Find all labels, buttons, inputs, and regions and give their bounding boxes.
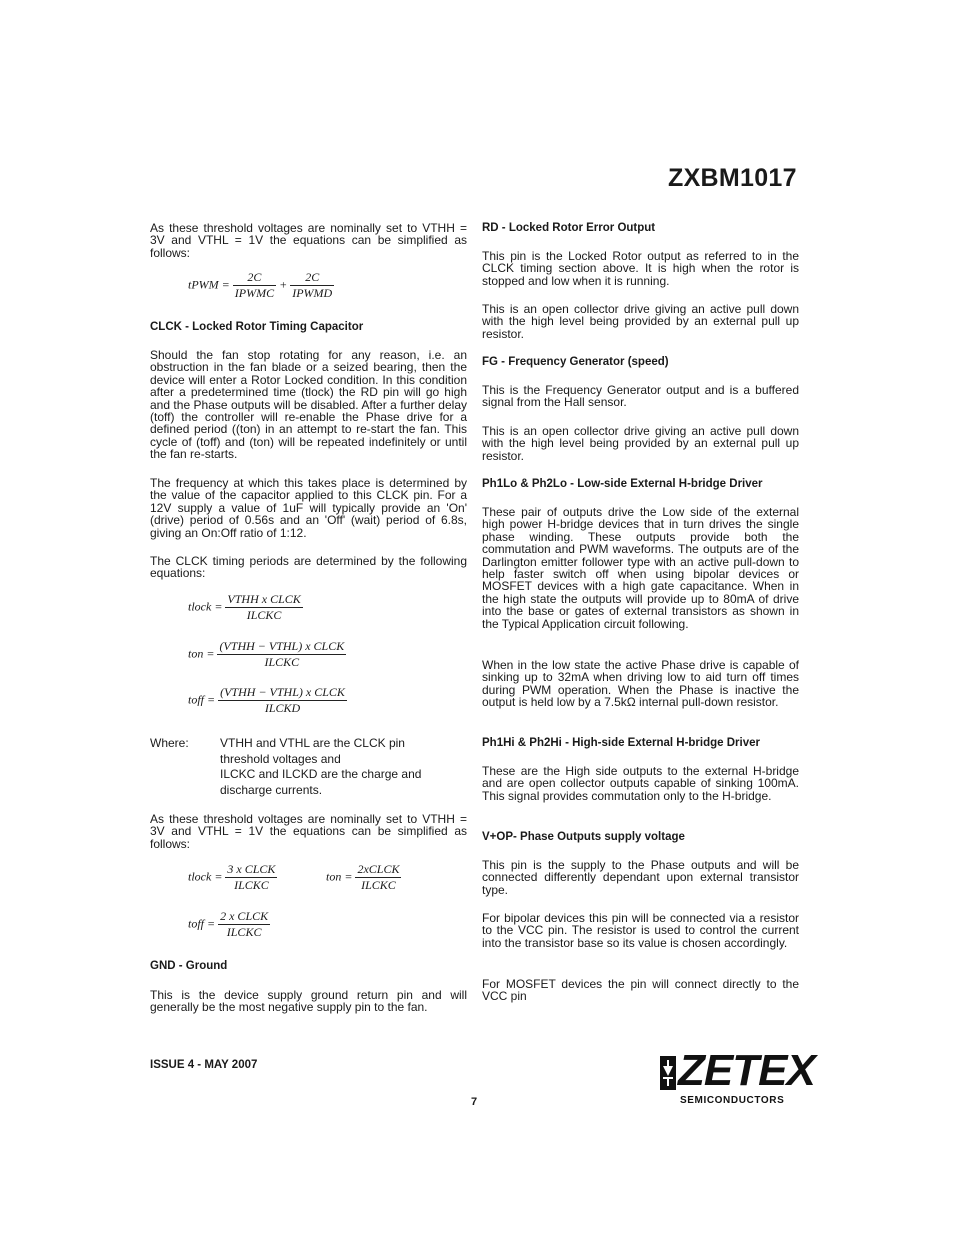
page-number: 7	[471, 1096, 478, 1108]
paragraph-highside: These are the High side outputs to the external H-bridge and are open collector outputs capable of sinking 100mA. This signal provides commutation only to the H-bridge.	[482, 764, 799, 803]
zetex-logo	[658, 1046, 815, 1110]
paragraph-timing-periods: The CLCK timing periods are determined by the following equations:	[150, 554, 467, 581]
equation-pwm: tPWM = $\frac{2C}{\text{IPWMC}}$ + $\frac{2C}{\text{IPWMD}}$	[188, 270, 333, 300]
heading-vop: V+OP- Phase Outputs supply voltage	[482, 831, 685, 843]
diode-logo-icon	[658, 1054, 678, 1094]
issue-date: ISSUE 4 - MAY 2007	[150, 1059, 258, 1071]
equation-ton: ton = $\frac{\text{(VTHH − VTHL) x CLCK}}{\text{ILCKC}}$	[188, 639, 345, 669]
paragraph-fg-1: This is the Frequency Generator output and is a buffered signal from the Hall sensor.	[482, 383, 799, 410]
paragraph-gnd: This is the device supply ground return pin and will generally be the most negative supply pin to the fan.	[150, 988, 467, 1015]
paragraph-frequency: The frequency at which this takes place is determined by the value of the capacitor applied to this CLCK pin. For a 12V supply a value of 1uF will typically provide an 'On' (drive) period of 0.56s and an 'Off' (wait) period of 6.8s, giving an On:Off ratio of 1:12.	[150, 476, 467, 540]
paragraph-vop-2: For bipolar devices this pin will be connected via a resistor to the VCC pin. The resistor is used to control the current into the transistor base so its value is chosen accordingly.	[482, 911, 799, 950]
paragraph-lowside-1: These pair of outputs drive the Low side of the external high power H-bridge devices that in turn drives the single phase winding. These outputs provide both the commutation and PWM waveforms. The outputs are of the Darlington emitter follower type with an active pull-down to help faster switch off when using bipolar devices or MOSFET devices with a high gate capacitance. When in the high state the outputs will provide up to 80mA of drive into the base or gates of external transistors as shown in the Typical Application circuit following.	[482, 505, 799, 631]
equation-toff-simplified: toff = $\frac{\text{2 x CLCK}}{\text{ILCKC}}$	[188, 909, 269, 939]
paragraph-rd-2: This is an open collector drive giving an active pull down with the high level being provided by an external pull up resistor.	[482, 302, 799, 341]
paragraph-threshold-intro: As these threshold voltages are nominally set to VTHH = 3V and VTHL = 1V the equations can be simplified as follows:	[150, 221, 467, 260]
heading-gnd: GND - Ground	[150, 960, 228, 972]
paragraph-rotor-locked: Should the fan stop rotating for any reason, i.e. an obstruction in the fan blade or a seized bearing, then the device will enter a Rotor Locked condition. In this condition after a predetermined time (tlock) the RD pin will go high and the Phase outputs will be disabled. After a further delay (toff) the controller will re-enable the Phase drive for a defined period ((ton) in an attempt to re-start the fan. This cycle of (toff) and (ton) will be repeated indefinitely or until the fan re-starts.	[150, 348, 467, 462]
paragraph-rd-1: This pin is the Locked Rotor output as referred to in the CLCK timing section above. It is high when the rotor is stopped and low when it is running.	[482, 249, 799, 288]
paragraph-threshold-simplified: As these threshold voltages are nominally set to VTHH = 3V and VTHL = 1V the equations can be simplified as follows:	[150, 812, 467, 851]
heading-highside: Ph1Hi & Ph2Hi - High-side External H-bridge Driver	[482, 737, 760, 749]
equation-ton-simplified: ton = $\frac{\text{2xCLCK}}{\text{ILCKC}}$	[326, 862, 400, 892]
heading-lowside: Ph1Lo & Ph2Lo - Low-side External H-bridge Driver	[482, 478, 763, 490]
where-definition-1: VTHH and VTHL are the CLCK pin threshold voltages and	[220, 736, 405, 766]
logo-wordmark: ZETEX	[678, 1046, 815, 1095]
paragraph-vop-1: This pin is the supply to the Phase outputs and will be connected differently dependant upon external transistor type.	[482, 858, 799, 897]
paragraph-fg-2: This is an open collector drive giving an active pull down with the high level being provided by an external pull up resistor.	[482, 424, 799, 463]
heading-fg: FG - Frequency Generator (speed)	[482, 356, 669, 368]
heading-rd: RD - Locked Rotor Error Output	[482, 222, 656, 234]
paragraph-lowside-2: When in the low state the active Phase drive is capable of sinking up to 32mA when driving low to aid turn off times during PWM operation. When the Phase is inactive the output is held low by a 7.5kΩ internal pull-down resistor.	[482, 658, 799, 710]
equation-tlock: tlock = $\frac{\text{VTHH x CLCK}}{\text{ILCKC}}$	[188, 592, 301, 622]
logo-subtitle: SEMICONDUCTORS	[680, 1095, 785, 1106]
where-label: Where:	[150, 736, 189, 750]
equation-tlock-simplified: tlock = $\frac{\text{3 x CLCK}}{\text{ILCKC}}$	[188, 862, 276, 892]
page-title: ZXBM1017	[668, 164, 797, 192]
equation-toff: toff = $\frac{\text{(VTHH − VTHL) x CLCK}}{\text{ILCKD}}$	[188, 685, 345, 715]
heading-clck: CLCK - Locked Rotor Timing Capacitor	[150, 321, 364, 333]
where-definition-2: ILCKC and ILCKD are the charge and discharge currents.	[220, 767, 422, 797]
paragraph-vop-3: For MOSFET devices the pin will connect directly to the VCC pin	[482, 977, 799, 1004]
